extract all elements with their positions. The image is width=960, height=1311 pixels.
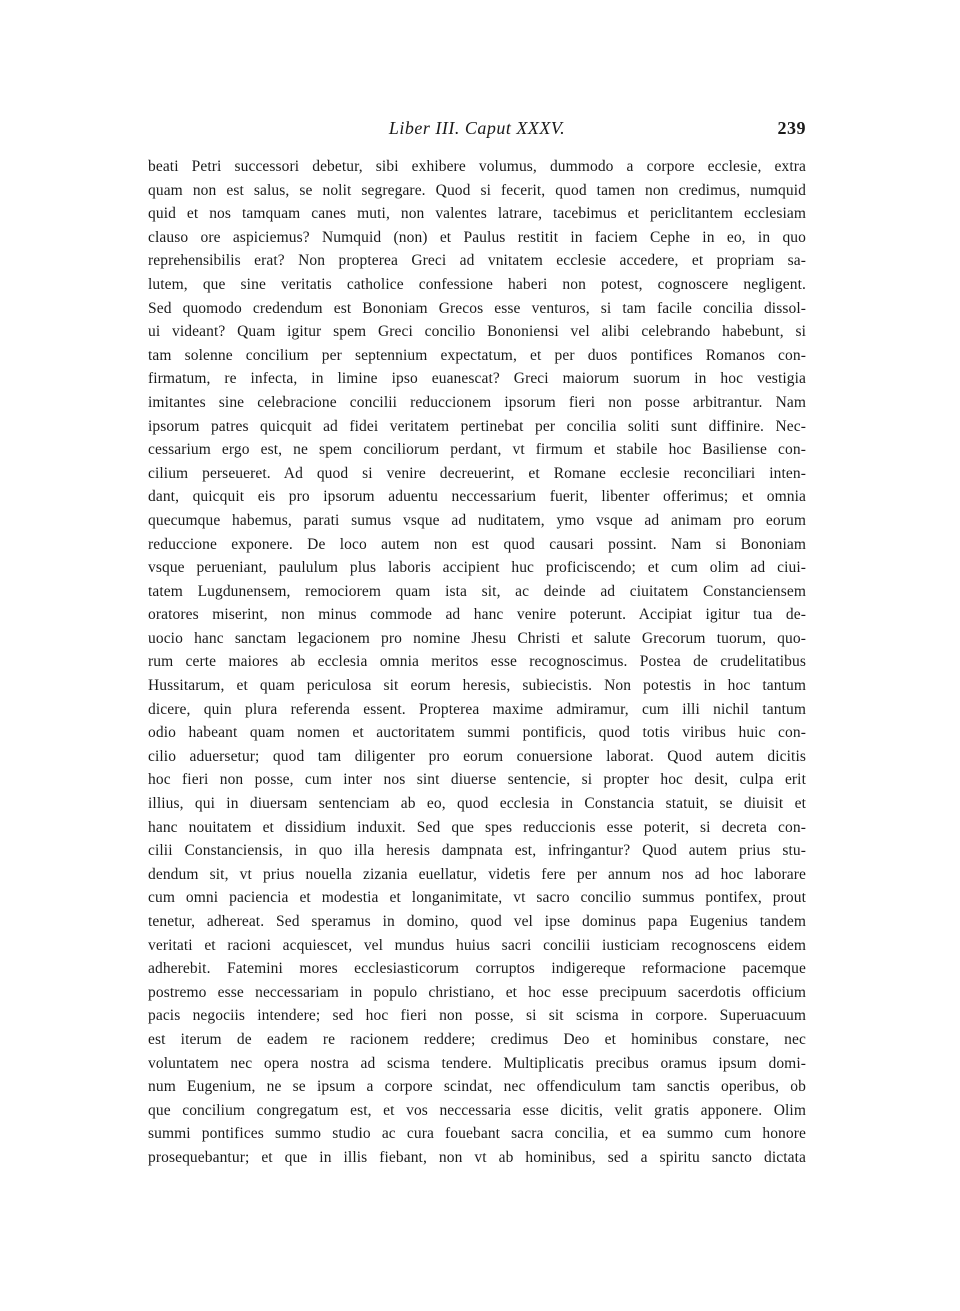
text-line: illius, qui in diuersam sentenciam ab eo, quod ecclesia in Constancia statuit, se diuisit et: [148, 795, 806, 813]
text-line: num Eugenium, ne se ipsum a corpore scindat, nec offendiculum tam sanctis operibus, ob: [148, 1078, 806, 1096]
text-line: odio habeant quam nomen et auctoritatem summi pontificis, quod totis viribus huic con-: [148, 724, 806, 742]
text-line: cilio aduersetur; quod tam diligenter pro eorum conuersione laborat. Quod autem dicitis: [148, 747, 806, 765]
text-line: ipsorum patres quicquit ad fidei veritatem pertinebat per concilia soliti sunt diffinire. Nec-: [148, 417, 806, 435]
page-number: 239: [777, 118, 806, 138]
text-line: reprehensibilis erat? Non propterea Greci ad vnitatem ecclesie accedere, et propriam sa-: [148, 252, 806, 270]
text-line: firmatum, re infecta, in limine ipso euanescat? Greci maiorum suorum in hoc vestigia: [148, 370, 806, 388]
text-line: cum omni paciencia et modestia et longanimitate, vt sacro concilio summus pontifex, prout: [148, 889, 806, 907]
text-line: tenetur, adhereat. Sed speramus in domino, quod vel ipse dominus papa Eugenius tandem: [148, 913, 806, 930]
text-line: vsque perueniant, paululum plus laboris accipient huc proficiscendo; et cum olim ad ciui-: [148, 559, 806, 577]
running-title: Liber III. Caput XXXV.: [388, 118, 566, 138]
text-line: quam non est salus, se nolit segregare. Quod si fecerit, quod tamen non credimus, numquid: [148, 181, 806, 199]
text-line: que concilium congregatum est, et vos neccessaria esse dicitis, velit gratis apponere. Olim: [148, 1101, 806, 1119]
text-line: beati Petri successori debetur, sibi exhibere volumus, dummodo a corpore ecclesie, extra: [148, 158, 806, 175]
text-line: quid et nos tamquam canes muti, non valentes latrare, tacebimus et periclitantem ecclesiam: [148, 205, 806, 223]
body-text: [148, 155, 806, 1170]
text-line: summi pontifices summo studio ac cura fouebant sacra concilia, et ea summo cum honore: [148, 1125, 806, 1143]
text-line: dant, quicquit eis pro ipsorum aduentu neccessarium fuerit, libenter offerimus; et omnia: [148, 488, 806, 506]
text-line: imitantes sine celebracione concilii reduccionem ipsorum fieri non posse arbitrantur. Nam: [148, 393, 806, 411]
text-line: ui videant? Quam igitur spem Greci concilio Bononiensi vel alibi celebrando habebunt, si: [148, 323, 806, 341]
text-line: pacis negociis intendere; sed hoc fieri non posse, si sit scisma in corpore. Superuacuum: [148, 1007, 806, 1025]
text-line: dicere, quin plura referenda essent. Propterea maxime admiramur, cum illi nichil tantum: [148, 700, 806, 718]
text-line: lutem, que sine veritatis catholice confessione haberi non potest, cognoscere negligent.: [148, 275, 806, 293]
text-line: est iterum de eadem re racionem reddere; credimus Deo et hominibus constare, nec: [148, 1030, 806, 1048]
text-line: cessarium ergo est, ne spem conciliorum perdant, vt firmum et stabile hoc Basiliense con-: [148, 441, 806, 459]
text-line: veritati et racioni acquiescet, vel mundus huius sacri concilii iusticiam recognoscens eidem: [148, 936, 806, 954]
text-line: oratores miserint, non minus commode ad hanc venire poterunt. Accipiat igitur tua de-: [148, 606, 806, 624]
text-line: tam solenne concilium per septennium expectatum, et per duos pontifices Romanos con-: [148, 346, 806, 364]
text-line: hanc nouitatem et dissidium induxit. Sed que spes reduccionis esse poterit, si decreta con-: [148, 818, 806, 836]
text-line: cilii Constanciensis, in quo illa heresis dampnata est, infringantur? Quod autem prius stu-: [148, 842, 806, 860]
text-line: hoc fieri non posse, cum inter nos sint diuerse sentencie, si propter hoc desit, culpa erit: [148, 771, 806, 789]
text-line: voluntatem nec opera nostra ad scisma tendere. Multiplicatis precibus oramus ipsum domi-: [148, 1054, 806, 1072]
text-line: quecumque habemus, parati sumus vsque ad nuditatem, ymo vsque ad animam pro eorum: [148, 511, 806, 529]
text-line: reduccione exponere. De loco autem non est quod causari possint. Nam si Bononiam: [148, 535, 806, 553]
text-line: dendum sit, vt prius nouella zizania euellatur, videtis fere per annum nos ad hoc laborare: [148, 865, 806, 883]
running-head: [148, 118, 806, 146]
text-line: rum certe maiores ab ecclesia omnia meritos esse recognoscimus. Postea de crudelitatibus: [148, 653, 806, 671]
text-line: clauso ore aspiciemus? Numquid (non) et Paulus restitit in faciem Cephe in eo, in quo: [148, 228, 806, 246]
text-line: Hussitarum, et quam periculosa sit eorum heresis, subiecistis. Non potestis in hoc tantum: [148, 677, 806, 695]
text-line: postremo esse neccessariam in populo christiano, et hoc esse precipuum sacerdotis officium: [148, 983, 806, 1001]
text-line: tatem Lugdunensem, remociorem quam ista sit, ac deinde ad ciuitatem Constanciensem: [148, 582, 806, 600]
text-line: Sed quomodo credendum est Bononiam Grecos esse venturos, si tam facile concilia dissol-: [148, 299, 806, 317]
text-line: adherebit. Fatemini mores ecclesiasticorum corruptos indigereque reformacione pacemque: [148, 960, 806, 978]
text-line: uocio hanc sanctam legacionem pro nomine Jhesu Christi et salute Grecorum tuorum, quo-: [148, 629, 806, 647]
text-line: cilium perseueret. Ad quod si venire decreuerint, et Romane ecclesie reconciliari inten-: [148, 464, 806, 482]
text-line: prosequebantur; et que in illis fiebant, non vt ab hominibus, sed a spiritu sancto dictata: [148, 1148, 806, 1166]
